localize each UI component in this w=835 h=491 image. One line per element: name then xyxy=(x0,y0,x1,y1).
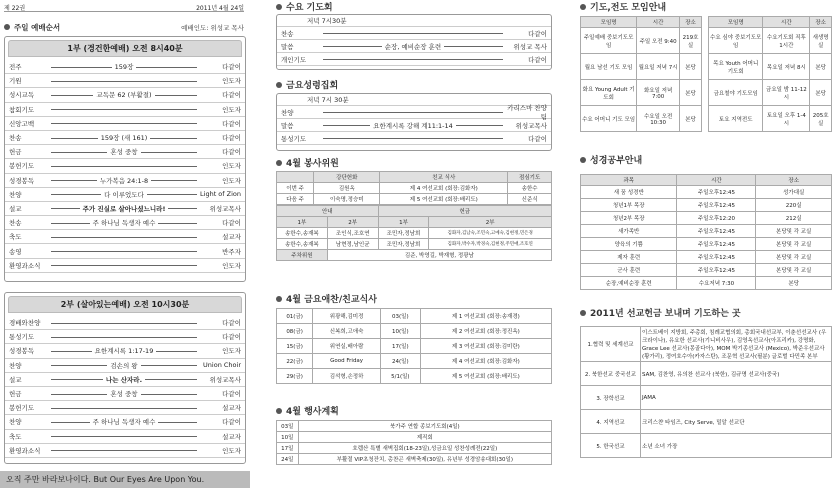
cell-heading: 4월 금요애찬/친교식사 xyxy=(276,292,377,305)
order-item: 설교 xyxy=(9,204,22,213)
order-row xyxy=(5,216,245,230)
table-header: 모임명 xyxy=(709,17,763,28)
order-item: 말씀 xyxy=(281,42,294,51)
order-content-text: 다 이루었도다 xyxy=(101,191,147,199)
order-row xyxy=(5,60,245,74)
table-cell: 신복희,고애숙 xyxy=(313,324,381,339)
table-cell: 219호실 xyxy=(680,28,702,54)
table-cell: 위연실,배아람 xyxy=(313,339,381,354)
table-cell: 토요일 오후 1-4시 xyxy=(763,106,810,132)
table-cell: 본당 xyxy=(680,106,702,132)
table-cell: 화요일 저녁7:00 xyxy=(637,80,680,106)
order-item: 송영 xyxy=(9,247,22,256)
order-person: 다같이 xyxy=(528,29,547,38)
order-item: 경배와찬양 xyxy=(9,319,41,328)
order-person: 다같이 xyxy=(222,148,241,157)
table-cell: 새 꿈 성경반 xyxy=(581,186,677,199)
serve-table: 강단헌화 친교 식사 점심기도 이번 주 김원옥 제 4 여선교회 (회장:김화자) 송한수 다음 주 이숙명,정승미 제 5 여선교회 (회장:배리도) 신준식 xyxy=(276,171,552,205)
order-row xyxy=(5,74,245,88)
order-item: 기원 xyxy=(9,77,22,86)
order-person: 설교자 xyxy=(222,432,241,441)
order-content xyxy=(51,389,197,398)
study-table-wrap xyxy=(580,174,832,290)
order-row xyxy=(5,401,245,415)
table-cell: 제 5 여선교회 (회장:배리도) xyxy=(420,369,551,384)
order-row xyxy=(5,316,245,330)
table-cell: 수요 심야 중보기도모임 xyxy=(709,28,763,54)
order-row xyxy=(5,131,245,145)
table-cell: 10(일) xyxy=(380,324,420,339)
order-content xyxy=(51,147,197,156)
study-heading: 성경공부안내 xyxy=(580,153,642,166)
events-heading: 4월 행사계획 xyxy=(276,404,339,417)
order-person: 다같이 xyxy=(222,91,241,100)
prayer-table-right xyxy=(708,16,832,132)
table-cell: 22(금) xyxy=(277,354,313,369)
table-cell: 순장,예비순장 훈련 xyxy=(581,277,677,290)
order-person: 다같이 xyxy=(222,219,241,228)
table-cell: 17일 xyxy=(277,443,299,454)
order-row xyxy=(5,145,245,159)
table-header: 시간 xyxy=(677,175,756,186)
wed-rows xyxy=(277,27,551,66)
table-cell: 본당 xyxy=(810,54,832,80)
table-header: 장소 xyxy=(680,17,702,28)
event-row xyxy=(277,421,552,432)
table-cell: 주일예배 중보기도모임 xyxy=(581,28,637,54)
order-item: 찬송 xyxy=(9,134,22,143)
order-row xyxy=(5,359,245,373)
event-row xyxy=(277,443,552,454)
order-person: 카리스마 찬양팀 xyxy=(507,104,547,121)
table-header: 시간 xyxy=(637,17,680,28)
table-cell: 본당및 각 교실 xyxy=(756,225,832,238)
table-cell: 본당및 각 교실 xyxy=(756,238,832,251)
events-table xyxy=(276,420,552,465)
table-header: 장소 xyxy=(810,17,832,28)
table-cell: 성가대실 xyxy=(756,186,832,199)
order-row xyxy=(5,188,245,202)
table-cell: Good Friday xyxy=(313,354,381,369)
order-item: 찬양 xyxy=(9,190,22,199)
prayer-row xyxy=(709,80,832,106)
mission-table xyxy=(580,326,832,458)
order-item: 환영과소식 xyxy=(9,261,41,270)
study-row xyxy=(581,186,832,199)
table-cell: 청년2부 목장 xyxy=(581,212,677,225)
table-cell: 주일오후12:45 xyxy=(677,225,756,238)
order-person: 인도자 xyxy=(222,105,241,114)
table-cell: 08(금) xyxy=(277,324,313,339)
bullet-icon xyxy=(4,24,10,30)
bullet-icon xyxy=(276,160,282,166)
table-cell: 월요 남선 기도 모임 xyxy=(581,54,637,80)
order-item: 축도 xyxy=(9,432,22,441)
order-item: 성경봉독 xyxy=(9,176,35,185)
cell-row xyxy=(277,324,552,339)
table-cell: 본당 xyxy=(680,54,702,80)
order-row xyxy=(277,119,551,132)
order-row xyxy=(5,244,245,258)
order-person: Light of Zion xyxy=(200,190,241,199)
table-cell: 1.협력 및 세계선교 xyxy=(581,327,641,362)
order-item: 찬송 xyxy=(281,29,294,38)
order-item: 찬양 xyxy=(9,361,22,370)
prayer-row xyxy=(581,28,702,54)
table-cell: 205호실 xyxy=(810,106,832,132)
order-content-text: 혼성 중창 xyxy=(107,148,140,156)
order-item: 설교 xyxy=(9,375,22,384)
order-person: 위성교목사 xyxy=(209,204,241,213)
cell-table-wrap xyxy=(276,308,552,384)
table-cell: 2. 북한선교 중국선교 xyxy=(581,362,641,386)
table-cell: 01(금) xyxy=(277,309,313,324)
prayer-table-left xyxy=(580,16,702,132)
order-row xyxy=(5,230,245,244)
table-cell: 제직회 xyxy=(298,432,551,443)
table-cell: 29(금) xyxy=(277,369,313,384)
order-person: 위성교목사 xyxy=(515,121,547,130)
table-cell: 청년1부 목장 xyxy=(581,199,677,212)
cell-table xyxy=(276,308,552,384)
table-cell: 제 2 여선교회 (회장:정진옥) xyxy=(420,324,551,339)
table-cell: JAMA xyxy=(641,386,832,410)
usher-table: 안내 헌금 1부 2부 1부 2부 송한수,송재복 조인식,조호연 조민자,정남희 김화자,김남숙,조민숙,고예숙,김현정,민은경 송한수,송재복 남현정,남인균 조민자,정남희 김화자,박수자,박경숙,김현정,주민애,조호연 주차위원 김준, 박영길, 박재형, 정광남 xyxy=(276,205,552,261)
order-person: 다같이 xyxy=(222,63,241,72)
order-person: 인도자 xyxy=(222,261,241,270)
table-header: 과목 xyxy=(581,175,677,186)
cell-row xyxy=(277,309,552,324)
study-row xyxy=(581,212,832,225)
order-content xyxy=(323,121,503,130)
table-cell: 3. 장학선교 xyxy=(581,386,641,410)
page-header xyxy=(4,3,244,12)
prayer-heading: 기도,전도 모임안내 xyxy=(580,0,666,13)
table-cell: 소년 소녀 가장 xyxy=(641,434,832,458)
fri-heading: 금요성령집회 xyxy=(276,78,338,91)
order-content-text: 나는 산자라. xyxy=(103,376,145,384)
event-row xyxy=(277,454,552,465)
order-person: 설교자 xyxy=(222,404,241,413)
cell-row xyxy=(277,369,552,384)
footer-motto: 오직 주만 바라보나이다. But Our Eyes Are Upon You. xyxy=(0,471,250,488)
order-content-text: 159장 xyxy=(112,63,137,71)
table-cell: 제 3 여선교회 (회장:김미란) xyxy=(420,339,551,354)
table-cell: 새가족반 xyxy=(581,225,677,238)
order-person: 인도자 xyxy=(222,77,241,86)
table-header: 시간 xyxy=(763,17,810,28)
event-row xyxy=(277,432,552,443)
order-person: 다같이 xyxy=(222,333,241,342)
order-content xyxy=(323,42,503,51)
mission-row xyxy=(581,386,832,410)
table-cell: 주일오후12:45 xyxy=(677,251,756,264)
order-content xyxy=(51,361,197,370)
order-person: 다같이 xyxy=(222,134,241,143)
order-item: 개인기도 xyxy=(281,55,307,64)
order-item: 성경봉독 xyxy=(9,347,35,356)
order-person: 인도자 xyxy=(222,446,241,455)
order-person: 인도자 xyxy=(222,162,241,171)
service1-box xyxy=(4,36,246,282)
table-cell: 군사 훈련 xyxy=(581,264,677,277)
order-item: 헌금 xyxy=(9,148,22,157)
table-cell: 15(금) xyxy=(277,339,313,354)
order-row xyxy=(277,53,551,66)
mission-heading: 2011년 선교헌금 보내며 기도하는 곳 xyxy=(580,306,741,319)
order-item: 찬송 xyxy=(9,219,22,228)
table-cell: 목요일 저녁 8시 xyxy=(763,54,810,80)
table-cell: 본당및 각 교실 xyxy=(756,251,832,264)
order-item: 축도 xyxy=(9,233,22,242)
table-cell: 본당및 각 교실 xyxy=(756,264,832,277)
bullet-icon xyxy=(276,296,282,302)
bullet-icon xyxy=(276,82,282,88)
order-item: 환영과소식 xyxy=(9,446,41,455)
order-content xyxy=(51,218,197,227)
mission-row xyxy=(581,362,832,386)
order-person: 인도자 xyxy=(222,176,241,185)
serve-table-wrap xyxy=(276,171,552,261)
fri-box xyxy=(276,93,552,151)
order-content-text: 주 하나님 독생자 예수 xyxy=(90,418,159,426)
table-cell: 24일 xyxy=(277,454,299,465)
table-cell: 수요저녁 7:30 xyxy=(677,277,756,290)
table-cell: 본당 xyxy=(756,277,832,290)
order-item: 헌금 xyxy=(9,390,22,399)
prayer-row xyxy=(709,106,832,132)
wed-time: 저녁 7시30분 xyxy=(277,15,551,27)
bullet-icon xyxy=(276,408,282,414)
study-row xyxy=(581,199,832,212)
table-cell: 위광해,김미정 xyxy=(313,309,381,324)
bullet-icon xyxy=(580,4,586,10)
order-row xyxy=(277,40,551,53)
table-cell: 김석형,손정하 xyxy=(313,369,381,384)
table-cell: 제 4 여선교회 (회장:김화자) xyxy=(420,354,551,369)
study-row xyxy=(581,225,832,238)
study-row xyxy=(581,251,832,264)
order-content-text: 순장, 예비순장 훈련 xyxy=(382,43,444,51)
table-cell: 주일 오전 9:40 xyxy=(637,28,680,54)
study-table xyxy=(580,174,832,290)
order-item: 봉헌기도 xyxy=(9,404,35,413)
issue-number: 제 22권 xyxy=(4,5,26,12)
prayer-right-wrap xyxy=(708,16,832,132)
order-content xyxy=(51,375,197,384)
bullet-icon xyxy=(276,4,282,10)
table-cell: 10일 xyxy=(277,432,299,443)
order-row xyxy=(5,387,245,401)
table-cell: 크리스챤 타임즈, City Serve, 밀알 선교단 xyxy=(641,410,832,434)
order-item: 전주 xyxy=(9,63,22,72)
table-cell: 금요일 밤 11-12시 xyxy=(763,80,810,106)
table-cell: 호렙산 특별 새벽집회(18-23일),성금요일 성찬성례전(22일) xyxy=(298,443,551,454)
prayer-left-wrap xyxy=(580,16,702,132)
events-table-wrap xyxy=(276,420,552,465)
order-content xyxy=(51,133,197,142)
table-cell: 주일오후12:45 xyxy=(677,264,756,277)
order-item: 봉헌기도 xyxy=(9,162,35,171)
order-item: 통성기도 xyxy=(281,134,307,143)
order-content xyxy=(51,204,197,213)
prayer-row xyxy=(581,80,702,106)
table-cell: 5. 한국선교 xyxy=(581,434,641,458)
table-cell: 수요 어머니 기도 모임 xyxy=(581,106,637,132)
order-content-text: 교독문 62 (부활절) xyxy=(93,91,154,99)
order-content-text: 혼성 중창 xyxy=(107,390,140,398)
table-cell: 화요 Young Adult 기도회 xyxy=(581,80,637,106)
table-cell: 17(일) xyxy=(380,339,420,354)
order-row xyxy=(5,344,245,358)
order-row xyxy=(277,132,551,145)
order-content-text: 159장 (새 161) xyxy=(98,134,151,142)
wed-heading: 수요 기도회 xyxy=(276,0,333,13)
order-content xyxy=(51,90,197,99)
order-person: Union Choir xyxy=(203,361,241,370)
order-content xyxy=(51,176,197,185)
order-row xyxy=(277,27,551,40)
order-row xyxy=(5,202,245,216)
table-cell: 목요 Youth 어머니 기도회 xyxy=(709,54,763,80)
order-person: 위성교목사 xyxy=(209,375,241,384)
order-person: 위성교 목사 xyxy=(513,42,547,51)
table-cell: 이스트베이 지방회, 주총회, 침례교협의회, 총회국내선교부, 이춘선선교사 (우크라이나), 유요한 선교사(기니비사우), 김영옥선교사(아프리카), 강명화, Grace Lee 선교사(몽골다아), MOM 박기종선교사 (Mexico), 박준우선교사 (황가리), 정여호수아(카자스탄), 조문혁 선교사(필분) 글로벌 다민족 본부 xyxy=(641,327,832,362)
order-content xyxy=(51,190,197,199)
table-cell: 24(일) xyxy=(380,354,420,369)
order-content xyxy=(51,62,197,71)
order-content-text: 주 하나님 독생자 예수 xyxy=(90,219,159,227)
table-cell: 주일오후12:20 xyxy=(677,212,756,225)
service2-box xyxy=(4,292,246,464)
order-item: 참회기도 xyxy=(9,105,35,114)
order-row xyxy=(5,174,245,188)
study-row xyxy=(581,238,832,251)
bullet-icon xyxy=(580,157,586,163)
order-person: 다같이 xyxy=(528,55,547,64)
order-row xyxy=(5,88,245,102)
worship-section-heading: 주일 예배순서 예배인도: 위성교 목사 xyxy=(4,22,244,33)
table-cell: 본당 xyxy=(680,80,702,106)
fri-time: 저녁 7시 30분 xyxy=(277,94,551,106)
table-cell: 03(일) xyxy=(380,309,420,324)
order-content xyxy=(51,346,197,355)
table-cell: 제 1 여선교회 (회장:송재경) xyxy=(420,309,551,324)
order-row xyxy=(5,415,245,429)
order-person: 다같이 xyxy=(222,319,241,328)
prayer-row xyxy=(581,54,702,80)
order-content-text: 요한계시록 강해 계11:1-14 xyxy=(370,122,456,130)
table-cell: 북가주 연합 종보기도회(4일) xyxy=(298,421,551,432)
wed-box xyxy=(276,14,552,70)
cell-row xyxy=(277,339,552,354)
prayer-row xyxy=(709,54,832,80)
order-person: 반주자 xyxy=(222,247,241,256)
service1-title: 1부 (경건한예배) 오전 8시40분 xyxy=(8,40,242,57)
table-cell: 제자 훈련 xyxy=(581,251,677,264)
table-cell: 부활절 VIP초청잔치, 총찬곤 새벽축제(30일), 유년부 성경암송대회(30일) xyxy=(298,454,551,465)
service1-rows xyxy=(5,60,245,273)
mission-row xyxy=(581,410,832,434)
mission-table-wrap xyxy=(580,326,832,458)
order-row xyxy=(5,117,245,131)
table-cell: 212실 xyxy=(756,212,832,225)
order-person: 다같이 xyxy=(222,119,241,128)
order-person: 인도자 xyxy=(222,347,241,356)
prayer-row xyxy=(709,28,832,54)
study-row xyxy=(581,277,832,290)
order-item: 찬양 xyxy=(281,108,294,117)
mission-row xyxy=(581,434,832,458)
order-item: 찬양 xyxy=(9,418,22,427)
table-cell: 양육의 기쁨 xyxy=(581,238,677,251)
prayer-row xyxy=(581,106,702,132)
order-row xyxy=(5,259,245,273)
table-cell: 토요 지역전도 xyxy=(709,106,763,132)
order-row xyxy=(5,330,245,344)
table-cell: 5/1(일) xyxy=(380,369,420,384)
table-cell: 주일오후12:45 xyxy=(677,186,756,199)
table-cell: 월요일 저녁 7시 xyxy=(637,54,680,80)
serve-heading: 4월 봉사위원 xyxy=(276,156,339,169)
issue-date: 2011년 4월 24일 xyxy=(196,5,244,12)
table-cell: SAM, 김찬영, 유의찬 선교사 (북한), 김규명 선교사(중국) xyxy=(641,362,832,386)
order-row xyxy=(277,106,551,119)
order-person: 다같이 xyxy=(222,418,241,427)
table-cell: 주일오후12:45 xyxy=(677,199,756,212)
order-person: 다같이 xyxy=(528,134,547,143)
order-item: 통성기도 xyxy=(9,333,35,342)
worship-leader: 예배인도: 위성교 목사 xyxy=(181,24,244,32)
order-row xyxy=(5,373,245,387)
cell-row xyxy=(277,354,552,369)
table-cell: 03일 xyxy=(277,421,299,432)
service2-title: 2부 (살아있는예배) 오전 10시30분 xyxy=(8,296,242,313)
service2-rows xyxy=(5,316,245,458)
mission-row xyxy=(581,327,832,362)
order-content-text: 누가복음 24:1-8 xyxy=(97,177,151,185)
table-header: 장소 xyxy=(756,175,832,186)
table-cell: 수요기도회 직후 1시간 xyxy=(763,28,810,54)
order-row xyxy=(5,159,245,173)
bullet-icon xyxy=(580,310,586,316)
order-row xyxy=(5,103,245,117)
study-row xyxy=(581,264,832,277)
table-cell: 본당 xyxy=(810,80,832,106)
order-content-text: 검손의 왕 xyxy=(107,362,140,370)
table-cell: 주일오후12:45 xyxy=(677,238,756,251)
order-content-text: 주가 진실로 살아나셨느니라! xyxy=(80,205,169,213)
order-row xyxy=(5,430,245,444)
order-row xyxy=(5,444,245,458)
order-person: 설교자 xyxy=(222,233,241,242)
order-item: 신앙고백 xyxy=(9,119,35,128)
table-cell: 금요철야 기도모임 xyxy=(709,80,763,106)
table-cell: 4. 지역선교 xyxy=(581,410,641,434)
table-header: 모임명 xyxy=(581,17,637,28)
table-cell: 수요일 오전 10:30 xyxy=(637,106,680,132)
order-content xyxy=(51,417,197,426)
table-cell: 220실 xyxy=(756,199,832,212)
order-item: 말씀 xyxy=(281,121,294,130)
table-cell: 새생명실 xyxy=(810,28,832,54)
order-item: 성시교독 xyxy=(9,91,35,100)
fri-rows xyxy=(277,106,551,145)
order-person: 다같이 xyxy=(222,390,241,399)
order-content-text: 요한계시록 1:17-19 xyxy=(92,347,157,355)
